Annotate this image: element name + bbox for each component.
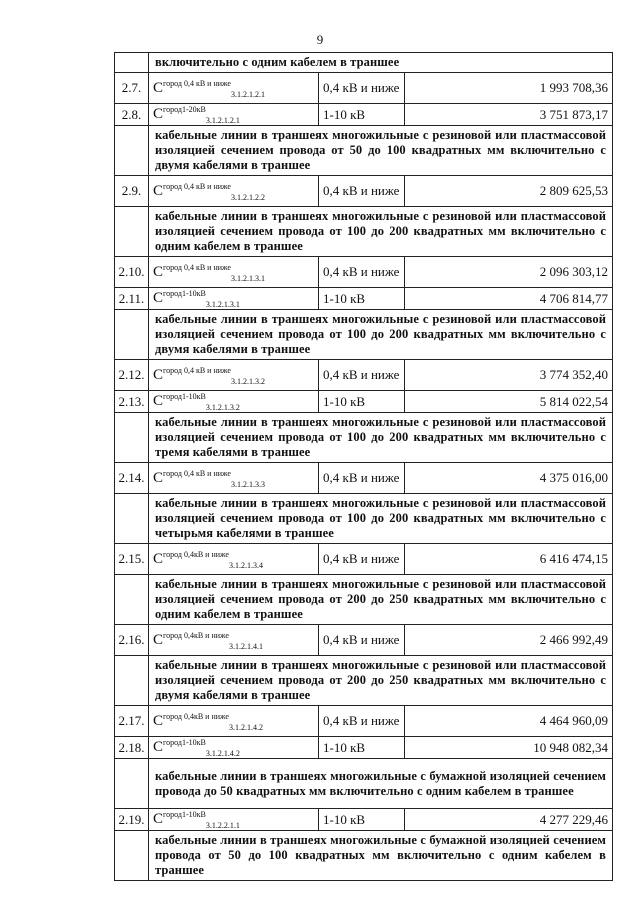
rate-code-subscript: 3.1.2.1.3.2 <box>205 403 240 412</box>
rate-row <box>115 544 613 575</box>
rate-code <box>149 463 319 494</box>
item-number: 2.12. <box>115 360 149 391</box>
voltage-level: 0,4 кВ и ниже <box>319 360 405 391</box>
rate-row <box>115 706 613 737</box>
rate-symbol: C <box>153 469 164 486</box>
rate-code <box>149 360 319 391</box>
rate-symbol: C <box>153 631 164 648</box>
item-number: 2.17. <box>115 706 149 737</box>
item-number: 2.18. <box>115 737 149 759</box>
category-description: кабельные линии в траншеях многожильные с резиновой или пластмассовой изоляцией сечением провода от 200 до 250 квадратных мм включительно с одним кабелем в траншее <box>149 575 613 625</box>
category-description: включительно с одним кабелем в траншее <box>149 53 613 73</box>
rate-row <box>115 737 613 759</box>
rate-code-superscript: город 0,4 кВ и ниже <box>163 181 231 191</box>
empty-num-cell <box>115 207 149 257</box>
rate-code-superscript: город 0,4кВ и ниже <box>163 711 229 721</box>
description-row <box>115 413 613 463</box>
description-row <box>115 831 613 881</box>
category-description: кабельные линии в траншеях многожильные с резиновой или пластмассовой изоляцией сечением провода от 100 до 200 квадратных мм включительно с тремя кабелями в траншее <box>149 413 613 463</box>
rate-code <box>149 391 319 413</box>
category-description: кабельные линии в траншеях многожильные с резиновой или пластмассовой изоляцией сечением провода от 100 до 200 квадратных мм включительно с четырьмя кабелями в траншее <box>149 494 613 544</box>
rate-code-subscript: 3.1.2.1.3.1 <box>205 300 240 309</box>
description-row <box>115 494 613 544</box>
rate-value: 3 774 352,40 <box>405 360 613 391</box>
rate-code <box>149 706 319 737</box>
rate-symbol: C <box>153 290 164 306</box>
rate-code-subscript: 3.1.2.1.4.1 <box>228 641 263 651</box>
empty-num-cell <box>115 310 149 360</box>
empty-num-cell <box>115 53 149 73</box>
rate-symbol: C <box>153 712 164 729</box>
rate-value: 2 809 625,53 <box>405 176 613 207</box>
rate-row <box>115 176 613 207</box>
rate-value: 6 416 474,15 <box>405 544 613 575</box>
empty-num-cell <box>115 494 149 544</box>
rate-code-subscript: 3.1.2.1.3.3 <box>230 479 265 489</box>
voltage-level: 1-10 кВ <box>319 391 405 413</box>
rate-value: 5 814 022,54 <box>405 391 613 413</box>
voltage-level: 0,4 кВ и ниже <box>319 257 405 288</box>
rate-value: 4 706 814,77 <box>405 288 613 310</box>
rate-code <box>149 288 319 310</box>
item-number: 2.13. <box>115 391 149 413</box>
item-number: 2.15. <box>115 544 149 575</box>
item-number: 2.7. <box>115 73 149 104</box>
empty-num-cell <box>115 575 149 625</box>
rate-symbol: C <box>153 393 164 409</box>
voltage-level: 1-10 кВ <box>319 288 405 310</box>
rate-code-subscript: 3.1.2.1.2.1 <box>230 89 265 99</box>
rate-symbol: C <box>153 79 164 96</box>
description-row <box>115 207 613 257</box>
rate-code-superscript: город 0,4 кВ и ниже <box>163 365 231 375</box>
voltage-level: 0,4 кВ и ниже <box>319 544 405 575</box>
rate-row <box>115 288 613 310</box>
rate-symbol: C <box>153 366 164 383</box>
rate-code <box>149 73 319 104</box>
rate-value: 4 375 016,00 <box>405 463 613 494</box>
rate-code <box>149 737 319 759</box>
rate-code <box>149 257 319 288</box>
voltage-level: 1-10 кВ <box>319 737 405 759</box>
rate-code-superscript: город 0,4 кВ и ниже <box>163 262 231 272</box>
description-row <box>115 126 613 176</box>
item-number: 2.11. <box>115 288 149 310</box>
rate-value: 4 277 229,46 <box>405 809 613 831</box>
rate-code-superscript: город1-10кВ <box>163 392 206 401</box>
rate-code <box>149 544 319 575</box>
rate-value: 4 464 960,09 <box>405 706 613 737</box>
voltage-level: 0,4 кВ и ниже <box>319 463 405 494</box>
rate-value: 2 096 303,12 <box>405 257 613 288</box>
voltage-level: 0,4 кВ и ниже <box>319 706 405 737</box>
item-number: 2.19. <box>115 809 149 831</box>
rate-row <box>115 463 613 494</box>
empty-num-cell <box>115 831 149 881</box>
rate-symbol: C <box>153 739 164 755</box>
rate-symbol: C <box>153 106 164 122</box>
rate-code-superscript: город1-10кВ <box>163 738 206 747</box>
category-description: кабельные линии в траншеях многожильные с резиновой или пластмассовой изоляцией сечением провода от 100 до 200 квадратных мм включительно с одним кабелем в траншее <box>149 207 613 257</box>
rate-code-subscript: 3.1.2.1.2.2 <box>230 192 265 202</box>
rate-code-superscript: город 0,4кВ и ниже <box>163 630 229 640</box>
voltage-level: 0,4 кВ и ниже <box>319 176 405 207</box>
rate-row <box>115 73 613 104</box>
category-description: кабельные линии в траншеях многожильные с резиновой или пластмассовой изоляцией сечением провода от 100 до 200 квадратных мм включительно с двумя кабелями в траншее <box>149 310 613 360</box>
tariff-table <box>114 52 613 881</box>
item-number: 2.9. <box>115 176 149 207</box>
rate-code-superscript: город 0,4 кВ и ниже <box>163 78 231 88</box>
item-number: 2.16. <box>115 625 149 656</box>
category-description: кабельные линии в траншеях многожильные с резиновой или пластмассовой изоляцией сечением провода от 50 до 100 квадратных мм включительно с двумя кабелями в траншее <box>149 126 613 176</box>
rate-code-superscript: город1-10кВ <box>163 289 206 298</box>
rate-symbol: C <box>153 182 164 199</box>
item-number: 2.10. <box>115 257 149 288</box>
rate-code-subscript: 3.1.2.1.2.1 <box>205 116 240 125</box>
page-number: 9 <box>316 32 324 47</box>
rate-code <box>149 809 319 831</box>
rate-code <box>149 104 319 126</box>
rate-value: 2 466 992,49 <box>405 625 613 656</box>
description-row <box>115 575 613 625</box>
description-row <box>115 759 613 809</box>
rate-symbol: C <box>153 263 164 280</box>
rate-row <box>115 625 613 656</box>
category-description: кабельные линии в траншеях многожильные с бумажной изоляцией сечением провода до 50 квадратных мм включительно с одним кабелем в траншее <box>149 759 613 809</box>
rate-symbol: C <box>153 811 164 827</box>
rate-code-superscript: город1-20кВ <box>163 105 206 114</box>
rate-row <box>115 257 613 288</box>
rate-code-subscript: 3.1.2.1.4.2 <box>228 722 263 732</box>
description-row <box>115 53 613 73</box>
category-description: кабельные линии в траншеях многожильные с бумажной изоляцией сечением провода от 50 до 100 квадратных мм включительно с одним кабелем в траншее <box>149 831 613 881</box>
rate-symbol: C <box>153 550 164 567</box>
description-row <box>115 310 613 360</box>
empty-num-cell <box>115 413 149 463</box>
voltage-level: 0,4 кВ и ниже <box>319 625 405 656</box>
empty-num-cell <box>115 656 149 706</box>
rate-code <box>149 176 319 207</box>
rate-value: 3 751 873,17 <box>405 104 613 126</box>
description-row <box>115 656 613 706</box>
rate-code-subscript: 3.1.2.1.3.1 <box>230 273 265 283</box>
rate-code-subscript: 3.1.2.1.3.2 <box>230 376 265 386</box>
item-number: 2.8. <box>115 104 149 126</box>
empty-num-cell <box>115 126 149 176</box>
rate-code-subscript: 3.1.2.1.3.4 <box>228 560 263 570</box>
rate-row <box>115 391 613 413</box>
rate-row <box>115 104 613 126</box>
rate-value: 1 993 708,36 <box>405 73 613 104</box>
voltage-level: 0,4 кВ и ниже <box>319 73 405 104</box>
rate-code-subscript: 3.1.2.2.1.1 <box>205 821 240 830</box>
voltage-level: 1-10 кВ <box>319 809 405 831</box>
rate-code-superscript: город 0,4 кВ и ниже <box>163 468 231 478</box>
voltage-level: 1-10 кВ <box>319 104 405 126</box>
category-description: кабельные линии в траншеях многожильные с резиновой или пластмассовой изоляцией сечением провода от 200 до 250 квадратных мм включительно с двумя кабелями в траншее <box>149 656 613 706</box>
rate-row <box>115 360 613 391</box>
rate-code-superscript: город 0,4кВ и ниже <box>163 549 229 559</box>
item-number: 2.14. <box>115 463 149 494</box>
rate-row <box>115 809 613 831</box>
rate-code-superscript: город1-10кВ <box>163 810 206 819</box>
rate-value: 10 948 082,34 <box>405 737 613 759</box>
rate-code <box>149 625 319 656</box>
rate-code-subscript: 3.1.2.1.4.2 <box>205 749 240 758</box>
empty-num-cell <box>115 759 149 809</box>
